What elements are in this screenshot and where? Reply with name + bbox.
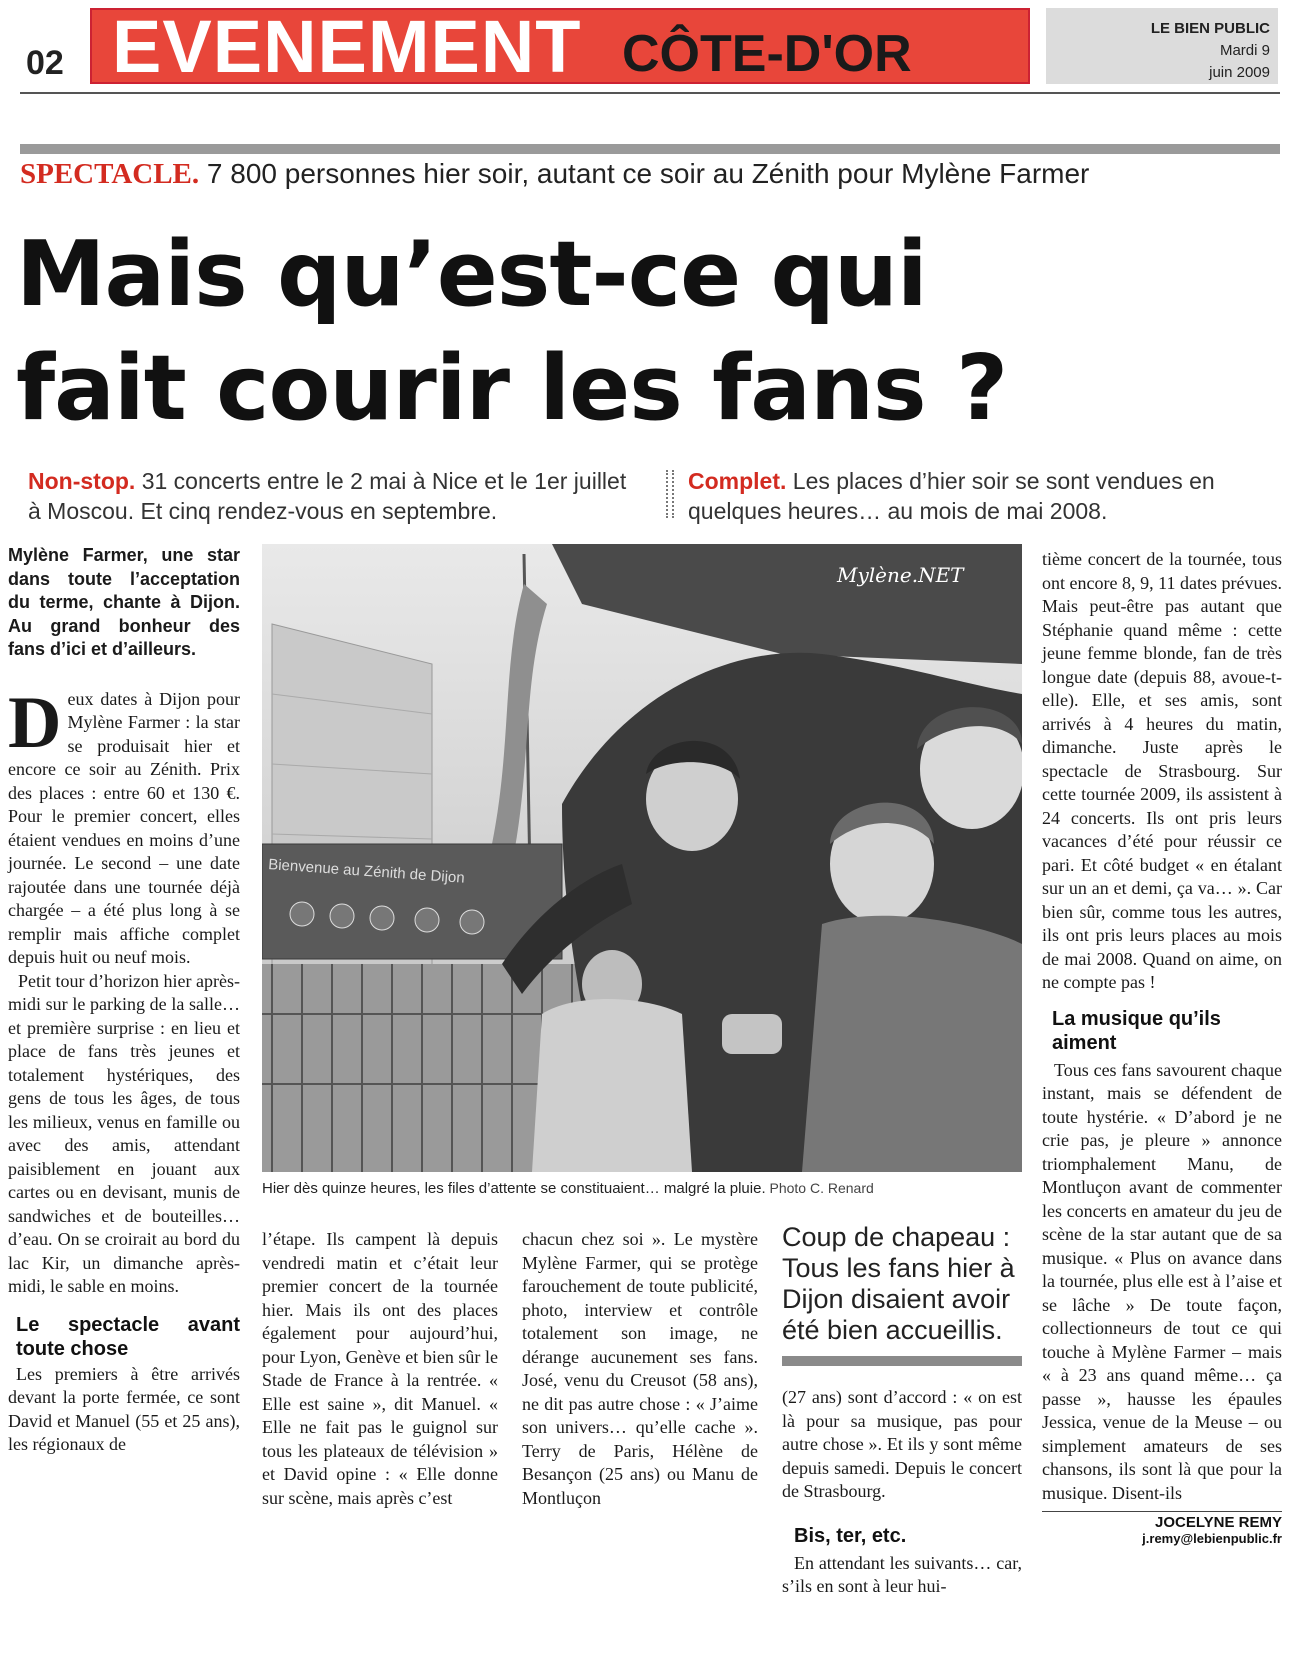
column-5 xyxy=(1042,548,1282,1546)
fans-photo-illustration xyxy=(262,544,1022,1172)
column-5-text-2: Tous ces fans savourent chaque instant, mais se défendent de toute hystérie. « D’abord je ne crie pas, je pleure » annonce triomphalement Manu, de Montluçon avant de commenter les concerts en amateur du jeu de scène de la star autant que de sa musique. « Plus on avance dans la tournée, plus elle est à l’aise et se lâche » De toute façon, collectionneurs de tout ce qui touche à Mylène Farmer – mais « à 23 ans quand même… ça passe », hausse les épaules Jessica, venue de la Meuse – ou simplement amateurs de ses chansons, ils sont là que pour la musique. Disent-ils xyxy=(1042,1059,1282,1503)
paragraph-1 xyxy=(8,681,240,970)
subhead-spectacle: Le spectacle avant toute chose xyxy=(16,1313,240,1360)
photo-credit: Photo C. Renard xyxy=(765,1180,874,1196)
column-3: chacun chez soi ». Le mystère Mylène Farmer, qui se protège farouchement de toute publicité, photo, interview et contrôle totalement son image, ne dérange aucunement ses fans. José, venu du Creusot (58 ans), ne dit pas autre chose : « J’aime son univers… qu’elle cache ». Terry de Paris, Hélène de Besançon (25 ans) ou Manu de Montluçon xyxy=(522,1229,758,1508)
intro-complet-text: Les places d’hier soir se sont vendues en quelques heures… au mois de mai 2008. xyxy=(688,468,1215,524)
byline: JOCELYNE REMY xyxy=(1155,1514,1282,1531)
photo-caption xyxy=(262,1180,1022,1197)
pull-quote-rule xyxy=(782,1356,1022,1366)
publication-name: LE BIEN PUBLIC xyxy=(1150,20,1270,37)
section-bar xyxy=(20,144,1280,154)
subhead-bis: Bis, ter, etc. xyxy=(794,1524,907,1547)
paragraph-2: Petit tour d’horizon hier après-midi sur le parking de la salle… et première surprise : en lieu et place de fans très jeunes et totalement hystériques, des gens de tous les âges, de tous les milieux, venus en famille ou avec des amis, attendant paisiblement en jouant aux cartes ou en devisant, munis de sandwiches et de bouteilles… d’eau. On se croirait au bord du lac Kir, un dimanche après-midi, le sable en moins. xyxy=(8,970,240,1296)
intro-complet xyxy=(688,466,1278,526)
intro-divider xyxy=(666,470,674,518)
column-1 xyxy=(8,544,240,1457)
paragraph-1-text: eux dates à Dijon pour Mylène Farmer : la star se produisait hier et encore ce soir au Zénith. Prix des places : entre 60 et 130 €. Pour le premier concert, elles étaient vendues en moins d’une journée. Le second – une date rajoutée dans une tournée déjà chargée – a été plus long à se remplir mais affiche complet depuis huit ou neuf mois. xyxy=(8,688,240,967)
rubric-region: CÔTE-D'OR xyxy=(622,25,912,83)
photo-caption-text: Hier dès quinze heures, les files d’attente se constituaient… malgré la pluie. xyxy=(262,1180,766,1197)
column-2: l’étape. Ils campent là depuis vendredi matin et c’était leur premier concert de la tournée hier. Mais ils ont des places également pour aujourd’hui, pour Lyon, Genève et bien sûr le Stade de France à la rentrée. « Elle est saine », dit Manuel. « Elle ne fait pas le guignol sur tous les plateaux de télévision » et David opine : « Elle donne sur scène, mais après c’est xyxy=(262,1229,498,1508)
article-photo xyxy=(262,544,1022,1172)
byline-rule xyxy=(1042,1511,1282,1546)
kicker xyxy=(20,158,1089,191)
column-5-text: tième concert de la tournée, tous ont encore 8, 9, 11 dates prévues. Mais peut-être pas autant que Stéphanie quand même : cette jeune femme blonde, fan de très longue date (depuis 88, avoue-t-elle). Elle, et ses amis, sont arrivés à 4 heures du matin, dimanche. Juste après le spectacle de Strasbourg. Sur cette tournée 2009, ils assistent à 24 concerts. Ils ont pris leurs vacances d’été pour réussir ce pari. Et côté budget « en étalant sur un an et demi, ça va… ». Car bien sûr, comme tous les autres, ils ont pris leurs places au mois de mai 2008. Quand on aime, on ne compte pas ! xyxy=(1042,549,1282,992)
rubric-title: EVENEMENT xyxy=(112,5,582,88)
photo-watermark: Mylène.NET xyxy=(837,563,964,587)
intro-nonstop-label: Non-stop. xyxy=(28,468,136,494)
paragraph-3: Les premiers à être arrivés devant la porte fermée, ce sont David et Manuel (55 et 25 ans), les régionaux de xyxy=(8,1363,240,1454)
kicker-label: SPECTACLE. xyxy=(20,158,200,190)
column-4 xyxy=(782,1222,1022,1599)
page-number: 02 xyxy=(26,44,64,82)
publication-date: juin 2009 xyxy=(1209,64,1270,81)
photo-banner-text: Bienvenue au Zénith de Dijon xyxy=(267,856,466,887)
intro-complet-label: Complet. xyxy=(688,468,787,494)
article-lead: Mylène Farmer, une star dans toute l’acceptation du terme, chante à Dijon. Au grand bonheur des fans d’ici et d’ailleurs. xyxy=(8,545,240,659)
publication-day: Mardi 9 xyxy=(1219,42,1270,59)
header-rule xyxy=(20,92,1280,94)
headline: Mais qu’est-ce qui fait courir les fans ? xyxy=(16,222,1008,441)
kicker-text: 7 800 personnes hier soir, autant ce soir au Zénith pour Mylène Farmer xyxy=(199,158,1090,189)
column-4-text-2: En attendant les suivants… car, s’ils en sont à leur hui- xyxy=(782,1552,1022,1596)
dropcap: D xyxy=(8,681,62,764)
column-4-text: (27 ans) sont d’accord : « on est là pour sa musique, pas pour autre chose ». Et ils y sont même depuis samedi. Depuis le concert de Strasbourg. xyxy=(782,1387,1022,1501)
pull-quote: Coup de chapeau : Tous les fans hier à Dijon disaient avoir été bien accueillis. xyxy=(782,1222,1015,1345)
subhead-musique: La musique qu’ils aiment xyxy=(1052,1007,1221,1054)
intro-nonstop-text: 31 concerts entre le 2 mai à Nice et le 1er juillet à Moscou. Et cinq rendez-vous en septembre. xyxy=(28,468,627,524)
intro-nonstop xyxy=(28,466,628,526)
author-email: j.remy@lebienpublic.fr xyxy=(1142,1531,1282,1546)
